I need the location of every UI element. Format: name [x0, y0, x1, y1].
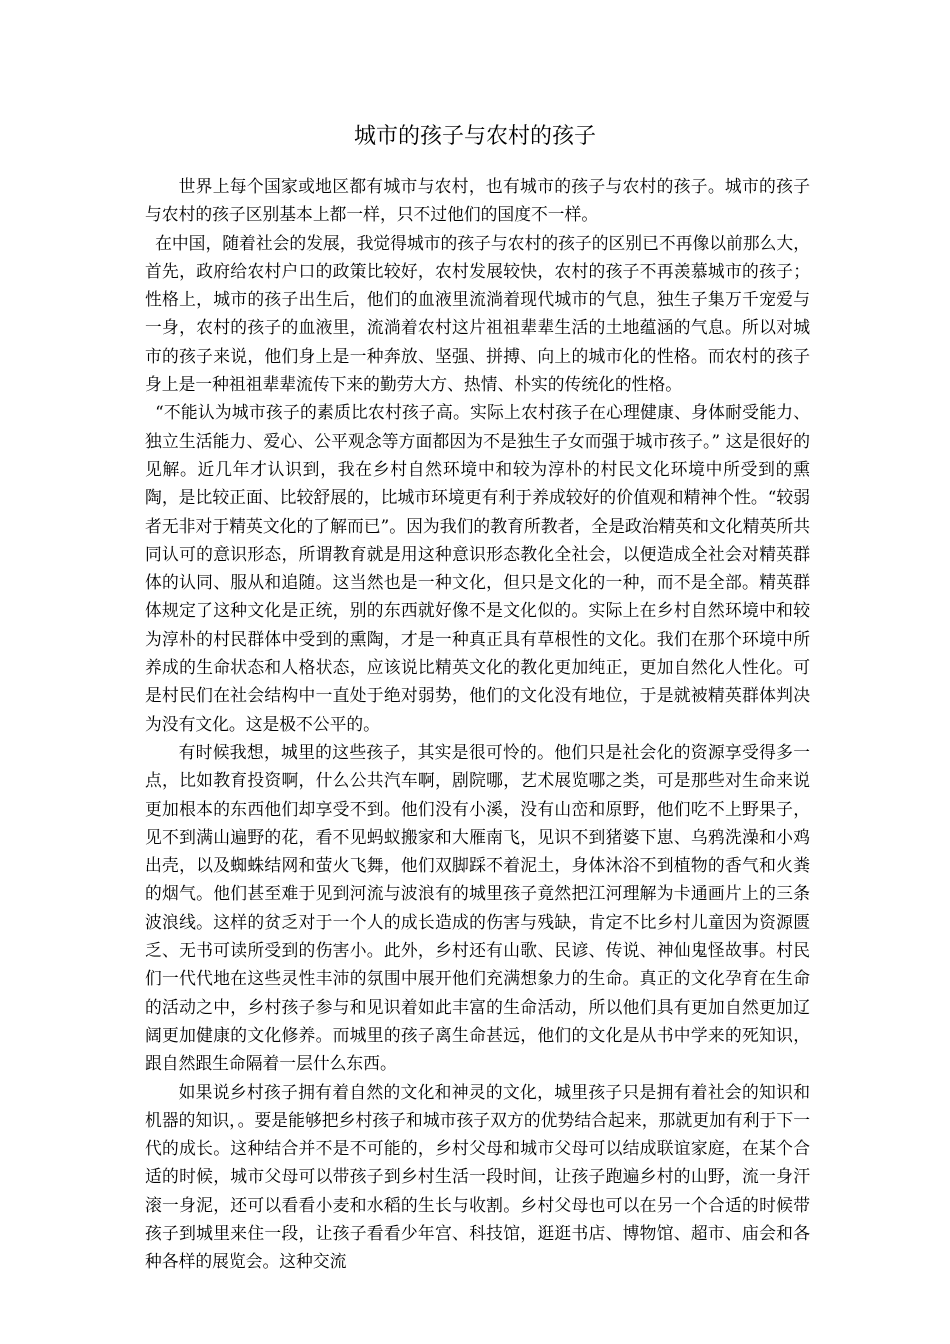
paragraph-3: “不能认为城市孩子的素质比农村孩子高。实际上农村孩子在心理健康、身体耐受能力、独立生活能力、爱心、公平观念等方面都因为不是独生子女而强于城市孩子。” 这是很好的见解。近几年才认识到，我在乡村自然环境中和较为淳朴的村民文化环境中所受到的熏陶，是比较正面、比较舒展的，比城市环境更有利于养成较好的价值观和精神个性。“较弱者无非对于精英文化的了解而已”。因为我们的教育所教者，全是政治精英和文化精英所共同认可的意识形态，所谓教育就是用这种意识形态教化全社会，以便造成全社会对精英群体的认同、服从和追随。这当然也是一种文化，但只是文化的一种，而不是全部。精英群体规定了这种文化是正统，别的东西就好像不是文化似的。实际上在乡村自然环境中和较为淳朴的村民群体中受到的熏陶，才是一种真正具有草根性的文化。我们在那个环境中所养成的生命状态和人格状态，应该说比精英文化的教化更加纯正，更加自然化人性化。可是村民们在社会结构中一直处于绝对弱势，他们的文化没有地位，于是就被精英群体判决为没有文化。这是极不公平的。	[145, 402, 810, 734]
paragraph-2: 在中国，随着社会的发展，我觉得城市的孩子与农村的孩子的区别已不再像以前那么大，首先，政府给农村户口的政策比较好，农村发展较快，农村的孩子不再羡慕城市的孩子；性格上，城市的孩子出生后，他们的血液里流淌着现代城市的气息，独生子集万千宠爱与一身，农村的孩子的血液里，流淌着农村这片祖祖辈辈生活的土地蕴涵的气息。所以对城市的孩子来说，他们身上是一种奔放、坚强、拼搏、向上的城市化的性格。而农村的孩子身上是一种祖祖辈辈流传下来的勤劳大方、热情、朴实的传统化的性格。	[145, 232, 810, 395]
document-title: 城市的孩子与农村的孩子	[353, 124, 596, 149]
document-body	[145, 172, 810, 1276]
paragraph-5: 如果说乡村孩子拥有着自然的文化和神灵的文化，城里孩子只是拥有着社会的知识和机器的知识，。要是能够把乡村孩子和城市孩子双方的优势结合起来，那就更加有利于下一代的成长。这种结合并不是不可能的，乡村父母和城市父母可以结成联谊家庭，在某个合适的时候，城市父母可以带孩子到乡村生活一段时间，让孩子跑遍乡村的山野，流一身汗滚一身泥，还可以看看小麦和水稻的生长与收割。乡村父母也可以在另一个合适的时候带孩子到城里来住一段，让孩子看看少年宫、科技馆，逛逛书店、博物馆、超市、庙会和各种各样的展览会。这种交流	[145, 1081, 810, 1272]
paragraph-4: 有时候我想，城里的这些孩子，其实是很可怜的。他们只是社会化的资源享受得多一点，比如教育投资啊，什么公共汽车啊，剧院哪，艺术展览哪之类，可是那些对生命来说更加根本的东西他们却享受不到。他们没有小溪，没有山峦和原野，他们吃不上野果子，见不到满山遍野的花，看不见蚂蚁搬家和大雁南飞，见识不到猪婆下崽、乌鸦洗澡和小鸡出壳，以及蜘蛛结网和萤火飞舞，他们双脚踩不着泥土，身体沐浴不到植物的香气和火粪的烟气。他们甚至难于见到河流与波浪有的城里孩子竟然把江河理解为卡通画片上的三条波浪线。这样的贫乏对于一个人的成长造成的伤害与残缺，肯定不比乡村儿童因为资源匮乏、无书可读所受到的伤害小。此外，乡村还有山歌、民谚、传说、神仙鬼怪故事。村民们一代代地在这些灵性丰沛的氛围中展开他们充满想象力的生命。真正的文化孕育在生命的活动之中，乡村孩子参与和见识着如此丰富的生命活动，所以他们具有更加自然更加辽阔更加健康的文化修养。而城里的孩子离生命甚远，他们的文化是从书中学来的死知识，跟自然跟生命隔着一层什么东西。	[145, 741, 810, 1074]
paragraph-1: 世界上每个国家或地区都有城市与农村，也有城市的孩子与农村的孩子。城市的孩子与农村的孩子区别基本上都一样，只不过他们的国度不一样。	[145, 176, 810, 225]
